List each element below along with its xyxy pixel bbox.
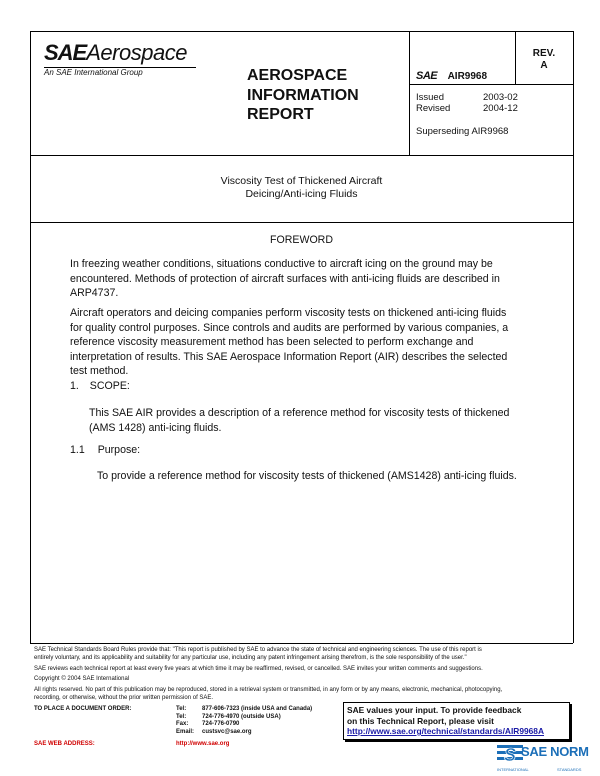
issued-value: 2003-02: [483, 92, 518, 103]
report-type-line3: REPORT: [247, 106, 314, 123]
para2-line2: for quality control purposes. Since controls and audits are performed by various companies, a: [70, 321, 509, 334]
tel2-value: 724-776-4970 (outside USA): [202, 713, 281, 720]
web-address-label: SAE WEB ADDRESS:: [34, 741, 95, 747]
email-value[interactable]: custsvc@sae.org: [202, 728, 252, 735]
footer-rules-line2: entirely voluntary, and its applicability and suitability for any particular use, including any patent infringement arising therefrom, is the sole responsibility of the user.": [34, 654, 467, 661]
feedback-box: [343, 702, 570, 740]
contact-tel2: [176, 714, 312, 722]
rev-value: A: [540, 60, 548, 71]
feedback-link[interactable]: http://www.sae.org/technical/standards/AIR9968A: [347, 726, 545, 736]
footer-rights: [34, 687, 502, 702]
doc-number: AIR9968: [447, 71, 488, 82]
footer-rights-line1: All rights reserved. No part of this publication may be reproduced, stored in a retrieval system or transmitted, in any form or by any means, electronic, mechanical, photocopying,: [34, 687, 503, 693]
para2-line3: reference viscosity measurement method has been selected to perform exchange and: [70, 336, 474, 348]
sae-mark: SAE: [416, 70, 438, 82]
para2-line1: Aircraft operators and deicing companies perform viscosity tests on thickened anti-icing fluids: [70, 307, 507, 319]
scope-paragraph: [89, 406, 509, 435]
sae-norm-stamp: [497, 740, 597, 774]
stamp-brand: SAE NORM: [521, 744, 589, 759]
report-type-line1: AEROSPACE: [247, 67, 348, 84]
foreword-heading: FOREWORD: [270, 234, 333, 246]
para1-line2: encountered. Methods of protection of aircraft surfaces with anti-icing fluids are described in: [70, 272, 500, 285]
section-1-title: SCOPE:: [89, 380, 130, 392]
revised-label: Revised: [416, 103, 451, 114]
tel1-label: Tel:: [176, 706, 187, 712]
rev-block: [515, 48, 573, 72]
logo-aerospace-text: Aerospace: [86, 40, 187, 65]
feedback-line1: SAE values your input. To provide feedback: [347, 705, 522, 715]
purpose-line1: To provide a reference method for viscosity tests of thickened (AMS1428) anti-icing fluids.: [97, 470, 517, 482]
footer-rules: [34, 647, 574, 662]
contact-block: [176, 706, 312, 736]
feedback-text: [347, 705, 544, 737]
contact-fax: [176, 721, 312, 729]
title-bottom-border: [30, 222, 573, 223]
order-label: TO PLACE A DOCUMENT ORDER:: [34, 706, 132, 712]
footer-review: SAE reviews each technical report at least every five years at which time it may be reaffirmed, revised, or cancelled. SAE invites your written comments and suggestions.: [34, 666, 483, 672]
scope-line2: (AMS 1428) anti-icing fluids.: [89, 421, 222, 434]
fax-label: Fax:: [176, 721, 189, 728]
scope-line1: This SAE AIR provides a description of a reference method for viscosity tests of thickened: [89, 407, 510, 419]
feedback-line2: on this Technical Report, please visit: [347, 715, 494, 726]
doc-number-block: [416, 66, 487, 84]
foreword-paragraph-1: [70, 257, 500, 301]
section-1-1-number: 1.1: [70, 444, 85, 456]
header-divider: [409, 31, 410, 155]
email-label: Email:: [176, 728, 195, 735]
stamp-right: STANDARDS: [557, 767, 582, 772]
rev-bottom-border: [409, 84, 573, 85]
body-bottom-border: [30, 643, 573, 644]
logo-sae-text: SAE: [44, 40, 87, 65]
footer-rights-line2: recording, or otherwise, without the prior written permission of SAE.: [34, 694, 214, 701]
title-line2: Deicing/Anti-icing Fluids: [245, 188, 358, 200]
web-address-value[interactable]: http://www.sae.org: [176, 741, 230, 747]
issued-label: Issued: [416, 92, 444, 103]
report-type: [247, 66, 359, 125]
tel1-value: 877-606-7323 (inside USA and Canada): [202, 706, 313, 712]
para1-line1: In freezing weather conditions, situations conductive to aircraft icing on the ground may be: [70, 258, 493, 270]
page-right-border: [573, 31, 574, 643]
section-1-heading: [70, 379, 130, 394]
document-title: [30, 175, 573, 201]
logo-tagline: An SAE International Group: [44, 68, 143, 77]
fax-value: 724-776-0790: [202, 721, 240, 728]
para2-line4: interpretation of results. This SAE Aerospace Information Report (AIR) describes the selected: [70, 350, 508, 363]
report-type-line2: INFORMATION: [247, 86, 359, 104]
footer-copyright: Copyright © 2004 SAE International: [34, 676, 130, 682]
contact-email: [176, 729, 312, 737]
foreword-paragraph-2: [70, 306, 508, 379]
header-bottom-border: [30, 155, 573, 156]
page-left-border: [30, 31, 31, 643]
title-line1: Viscosity Test of Thickened Aircraft: [220, 175, 383, 187]
stamp-left: INTERNATIONAL: [497, 767, 529, 772]
revised-value: 2004-12: [483, 103, 518, 114]
contact-tel1: [176, 706, 312, 714]
sae-norm-emblem-icon: [497, 741, 523, 767]
para1-line3: ARP4737.: [70, 287, 119, 299]
section-1-1-title: Purpose:: [97, 444, 141, 456]
section-1-1-heading: [70, 443, 140, 458]
svg-text:S: S: [503, 745, 517, 765]
rev-label: REV.: [532, 48, 556, 59]
footer-rules-line1: SAE Technical Standards Board Rules provide that: "This report is published by SAE to advance the state of technical and engineering sciences. The use of this report is: [34, 647, 482, 653]
header-top-border: [30, 31, 573, 32]
para2-line5: test method.: [70, 365, 129, 377]
section-1-number: 1.: [70, 380, 79, 392]
tel2-label: Tel:: [176, 713, 187, 720]
superseding: Superseding AIR9968: [416, 126, 509, 137]
sae-aerospace-logo: [44, 40, 204, 77]
purpose-paragraph: [97, 469, 517, 484]
